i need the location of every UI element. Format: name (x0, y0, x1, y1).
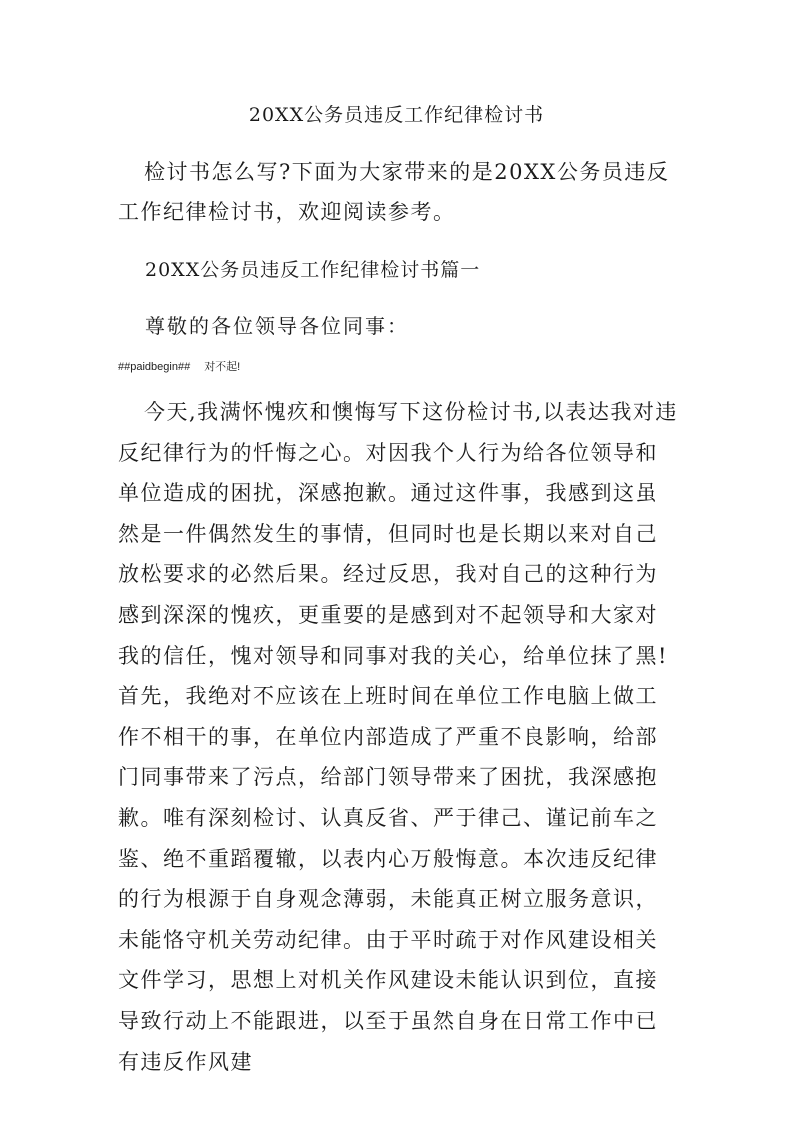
body-paragraph: 今天,我满怀愧疚和懊悔写下这份检讨书,以表达我对违反纪律行为的忏悔之心。对因我个人行为给各位领导和单位造成的困扰，深感抱歉。通过这件事，我感到这虽然是一件偶然发生的事情，但同时也是长期以来对自己放松要求的必然后果。经过反思，我对自己的这种行为感到深深的愧疚，更重要的是感到对不起领导和大家对我的信任，愧对领导和同事对我的关心，给单位抹了黑! 首先，我绝对不应该在上班时间在单位工作电脑上做工作不相干的事，在单位内部造成了严重不良影响，给部门同事带来了污点，给部门领导带来了困扰，我深感抱歉。唯有深刻检讨、认真反省、严于律己、谨记前车之鉴、绝不重蹈覆辙，以表内心万般悔意。本次违反纪律的行为根源于自身观念薄弱，未能真正树立服务意识，未能恪守机关劳动纪律。由于平时疏于对作风建设相关文件学习，思想上对机关作风建设未能认识到位，直接导致行动上不能跟进，以至于虽然自身在日常工作中已有违反作风建 (118, 400, 678, 1074)
intro-paragraph: 检讨书怎么写?下面为大家带来的是20XX公务员违反工作纪律检讨书，欢迎阅读参考。 (118, 160, 670, 224)
salutation: 尊敬的各位领导各位同事： (145, 314, 409, 338)
section-heading: 20XX公务员违反工作纪律检讨书篇一 (145, 259, 481, 281)
apology-text: 对不起! (204, 361, 241, 373)
document-title: 20XX公务员违反工作纪律检讨书 (248, 104, 545, 126)
paid-begin-marker: ##paidbegin## (118, 361, 191, 373)
paid-marker-line (118, 358, 240, 374)
